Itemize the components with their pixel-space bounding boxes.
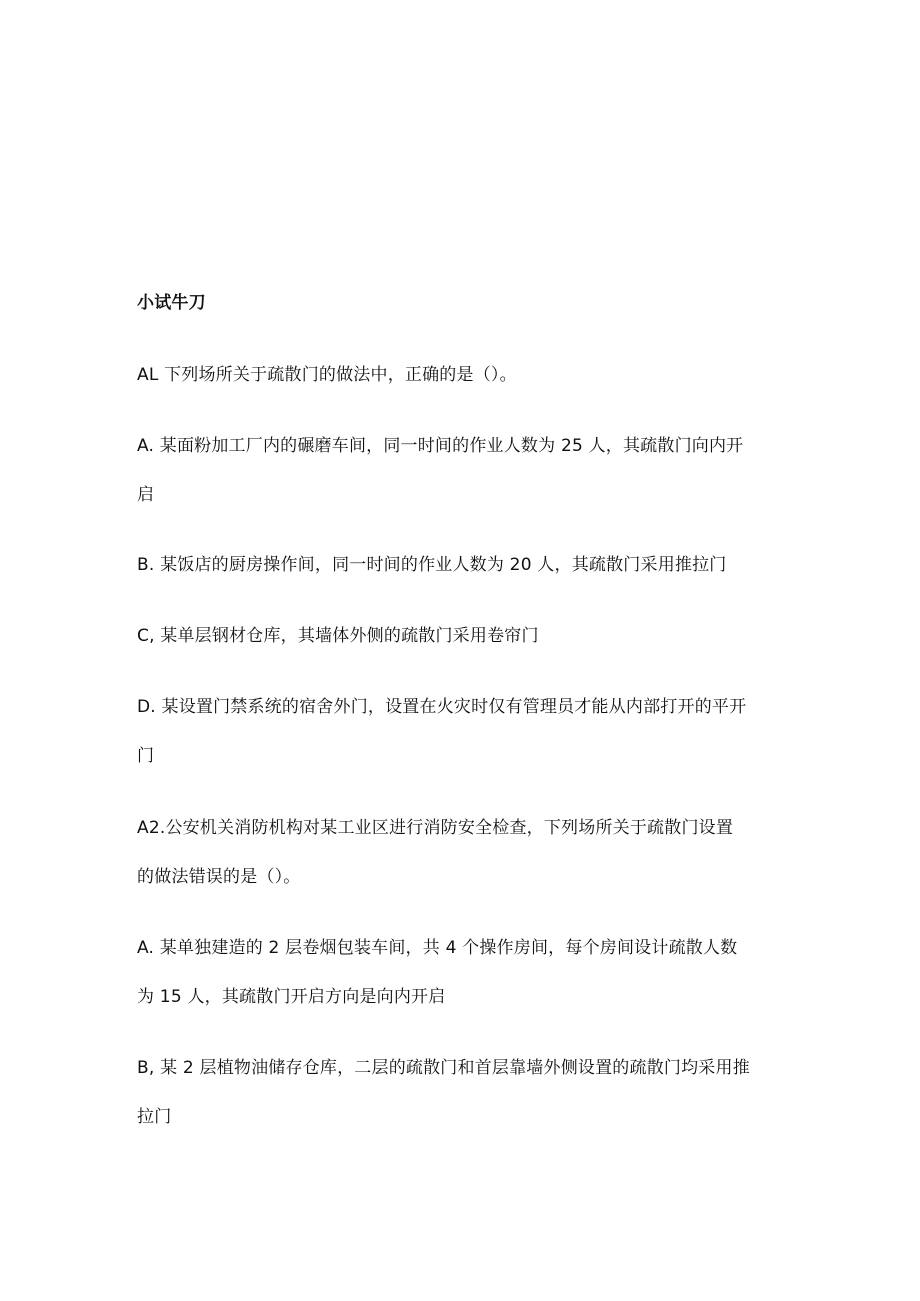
question-1-option-a-line-2: 启 <box>137 485 155 505</box>
question-1-option-b: B. 某饭店的厨房操作间，同一时间的作业人数为 20 人，其疏散门采用推拉门 <box>137 555 727 575</box>
question-1-stem: AL 下列场所关于疏散门的做法中，正确的是（）。 <box>137 365 517 385</box>
question-2-option-b-line-1: B, 某 2 层植物油储存仓库，二层的疏散门和首层靠墙外侧设置的疏散门均采用推 <box>137 1058 750 1078</box>
question-2-option-a-line-1: A. 某单独建造的 2 层卷烟包装车间，共 4 个操作房间，每个房间设计疏散人数 <box>137 938 738 958</box>
question-1-option-c: C, 某单层钢材仓库，其墙体外侧的疏散门采用卷帘门 <box>137 626 539 646</box>
question-1-option-d-line-1: D. 某设置门禁系统的宿舍外门，设置在火灾时仅有管理员才能从内部打开的平开 <box>137 697 747 717</box>
question-1-option-a-line-1: A. 某面粉加工厂内的碾磨车间，同一时间的作业人数为 25 人，其疏散门向内开 <box>137 436 744 456</box>
question-2-option-b-line-2: 拉门 <box>137 1107 172 1127</box>
section-title: 小试牛刀 <box>137 293 206 313</box>
question-1-option-d-line-2: 门 <box>137 746 155 766</box>
question-2-option-a-line-2: 为 15 人，其疏散门开启方向是向内开启 <box>137 987 446 1007</box>
question-2-stem-line-2: 的做法错误的是（）。 <box>137 867 301 887</box>
question-2-stem-line-1: A2.公安机关消防机构对某工业区进行消防安全检查，下列场所关于疏散门设置 <box>137 818 734 838</box>
